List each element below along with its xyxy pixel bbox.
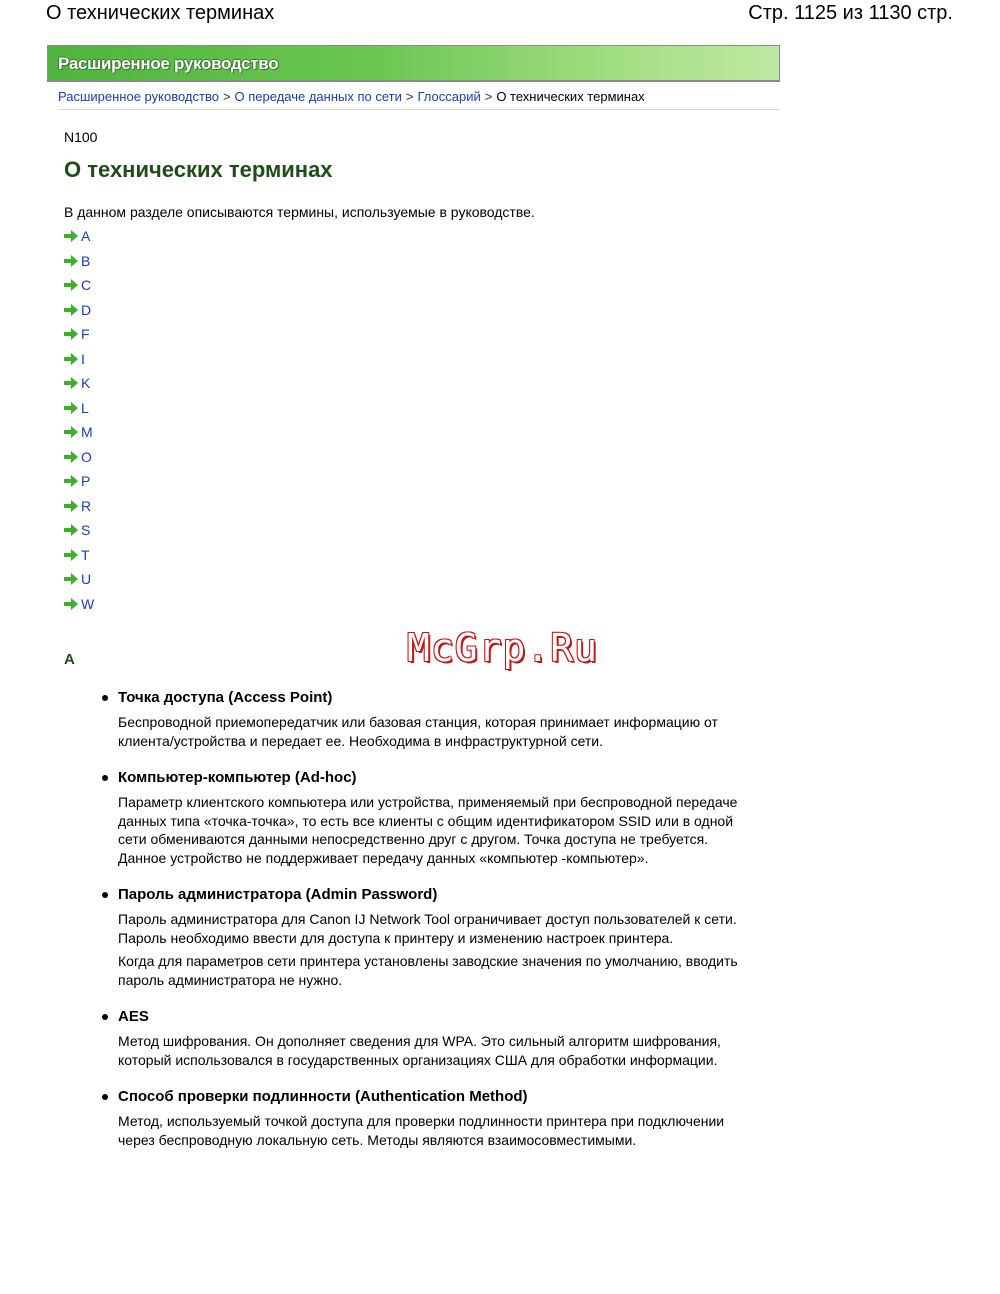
letter-index-item — [64, 420, 94, 445]
term-item — [100, 688, 740, 750]
arrow-right-icon — [64, 304, 78, 316]
breadcrumb-link-advanced-guide[interactable]: Расширенное руководство — [58, 89, 219, 104]
arrow-right-icon — [64, 353, 78, 365]
breadcrumb-link-glossary[interactable]: Глоссарий — [417, 89, 481, 104]
page-counter: Стр. 1125 из 1130 стр. — [748, 2, 953, 24]
letter-index-item — [64, 347, 94, 372]
letter-link[interactable]: U — [81, 571, 92, 588]
term-description: Метод, используемый точкой доступа для проверки подлинности принтера при подключении через беспроводную локальную сеть. Методы являются взаимосовместимыми. — [118, 1113, 725, 1148]
letter-link[interactable]: T — [81, 546, 90, 563]
letter-link[interactable]: O — [81, 448, 92, 465]
term-title: Способ проверки подлинности (Authentication Method) — [100, 1087, 740, 1107]
arrow-right-icon — [64, 451, 78, 463]
letter-link[interactable]: D — [81, 301, 92, 318]
letter-link[interactable]: I — [81, 350, 85, 367]
letter-index-item — [64, 273, 94, 298]
term-item — [100, 1087, 740, 1149]
section-heading-a: A — [64, 651, 75, 668]
letter-index-item — [64, 224, 94, 249]
letter-link[interactable]: L — [81, 399, 89, 416]
manual-banner — [47, 45, 780, 82]
letter-index — [64, 224, 94, 616]
letter-index-item — [64, 322, 94, 347]
document-code: N100 — [64, 129, 98, 145]
term-description: Беспроводной приемопередатчик или базовая станция, которая принимает информацию от клиента/устройства и передает ее. Необходима в инфраструктурной сети. — [118, 714, 718, 749]
arrow-right-icon — [64, 475, 78, 487]
letter-link[interactable]: F — [81, 326, 90, 343]
letter-link[interactable]: B — [81, 252, 91, 269]
letter-link[interactable]: S — [81, 522, 91, 539]
term-title: AES — [100, 1007, 740, 1027]
letter-link[interactable]: K — [81, 375, 91, 392]
term-description: Когда для параметров сети принтера установлены заводские значения по умолчанию, вводить пароль администратора не нужно. — [118, 953, 738, 988]
letter-index-item — [64, 445, 94, 470]
letter-index-item — [64, 396, 94, 421]
letter-index-item — [64, 298, 94, 323]
letter-index-item — [64, 494, 94, 519]
watermark-logo: McGrp.Ru — [407, 626, 599, 670]
document-title-header: О технических терминах — [46, 2, 275, 24]
term-title: Точка доступа (Access Point) — [100, 688, 740, 708]
breadcrumb-separator: > — [222, 89, 231, 104]
arrow-right-icon — [64, 500, 78, 512]
breadcrumb-link-network[interactable]: О передаче данных по сети — [234, 89, 402, 104]
arrow-right-icon — [64, 279, 78, 291]
letter-link[interactable]: W — [81, 595, 95, 612]
arrow-right-icon — [64, 328, 78, 340]
letter-link[interactable]: M — [81, 424, 93, 441]
breadcrumb-separator: > — [405, 89, 414, 104]
letter-index-item — [64, 567, 94, 592]
term-title: Компьютер-компьютер (Ad-hoc) — [100, 768, 740, 788]
arrow-right-icon — [64, 255, 78, 267]
term-title: Пароль администратора (Admin Password) — [100, 885, 740, 905]
term-item — [100, 768, 740, 867]
banner-title: Расширенное руководство — [58, 54, 279, 73]
term-item — [100, 885, 740, 989]
letter-index-item — [64, 592, 94, 617]
letter-link[interactable]: C — [81, 277, 92, 294]
term-list — [100, 688, 740, 1167]
letter-index-item — [64, 371, 94, 396]
letter-index-item — [64, 469, 94, 494]
breadcrumb-current: О технических терминах — [496, 89, 645, 104]
letter-index-item — [64, 249, 94, 274]
letter-index-item — [64, 518, 94, 543]
term-description: Метод шифрования. Он дополняет сведения для WPA. Это сильный алгоритм шифрования, который использовался в государственных организациях США для обработки информации. — [118, 1033, 721, 1068]
letter-link[interactable]: A — [81, 228, 91, 245]
term-item — [100, 1007, 740, 1069]
letter-link[interactable]: P — [81, 473, 91, 490]
arrow-right-icon — [64, 598, 78, 610]
breadcrumb-separator: > — [484, 89, 493, 104]
arrow-right-icon — [64, 402, 78, 414]
arrow-right-icon — [64, 230, 78, 242]
arrow-right-icon — [64, 524, 78, 536]
intro-text: В данном разделе описываются термины, используемые в руководстве. — [64, 204, 535, 220]
arrow-right-icon — [64, 426, 78, 438]
term-description: Пароль администратора для Canon IJ Network Tool ограничивает доступ пользователей к сети. Пароль необходимо ввести для доступа к принтеру и изменению настроек принтера. — [118, 911, 737, 946]
letter-index-item — [64, 543, 94, 568]
arrow-right-icon — [64, 377, 78, 389]
page-title: О технических терминах — [64, 157, 333, 182]
arrow-right-icon — [64, 549, 78, 561]
arrow-right-icon — [64, 573, 78, 585]
breadcrumb — [58, 89, 780, 110]
term-description: Параметр клиентского компьютера или устройства, применяемый при беспроводной передаче данных типа «точка-точка», то есть все клиенты с общим идентификатором SSID или в одной сети обмениваются данными непосредственно друг с другом. Точка доступа не требуется. Данное устройство не поддерживает передачу данных «компьютер -компьютер». — [118, 794, 738, 866]
letter-link[interactable]: R — [81, 497, 92, 514]
